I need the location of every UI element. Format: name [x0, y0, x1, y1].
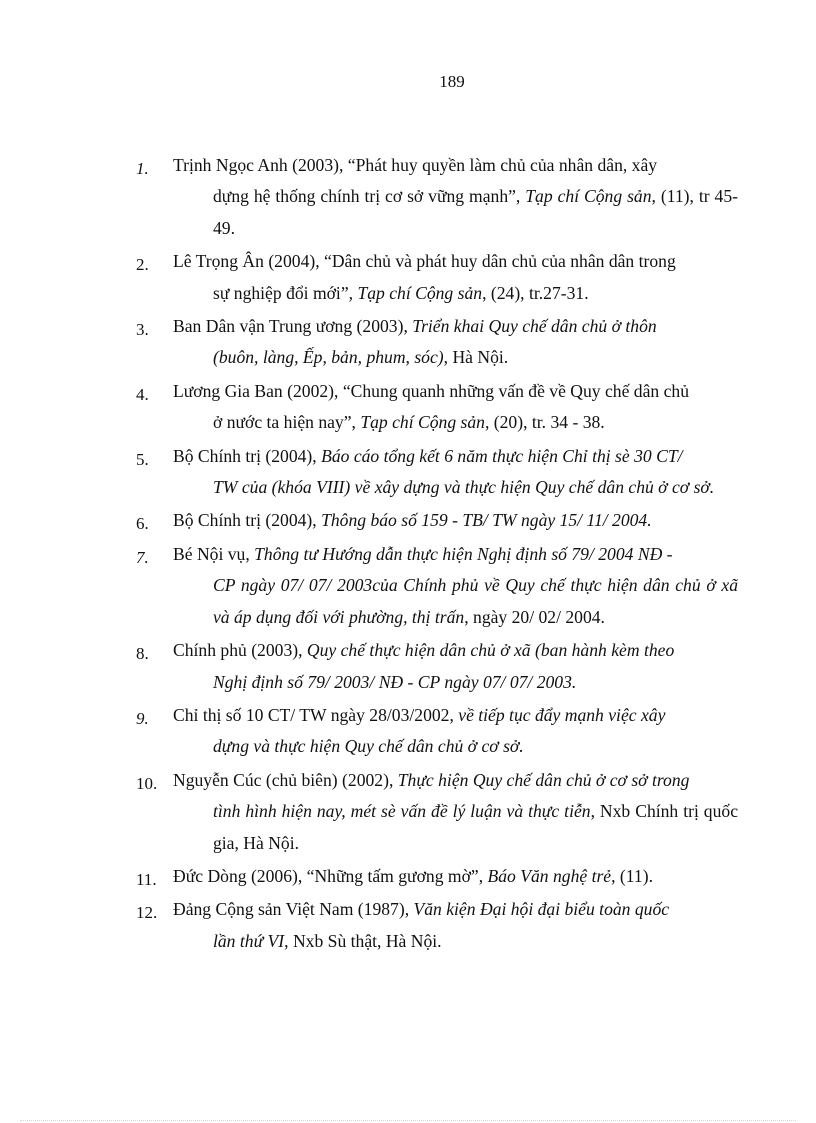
reference-continuation [173, 570, 738, 633]
reference-number: 1. [136, 159, 149, 178]
reference-number: 3. [136, 320, 149, 340]
reference-number: 9. [136, 708, 149, 728]
reference-item [0, 765, 738, 859]
reference-number: 6. [136, 514, 149, 534]
reference-number: 2. [136, 255, 149, 275]
reference-text-segment: Đảng Cộng sản Việt Nam (1987), [173, 899, 414, 920]
reference-first-line [173, 635, 738, 666]
reference-text-segment: Bé Nội vụ, [173, 543, 255, 564]
reference-continuation [173, 926, 738, 957]
reference-text-segment: Đức Dòng (2006), “Những tấm gương mờ”, [173, 865, 488, 886]
reference-first-line [173, 311, 738, 342]
reference-text-segment: , ngày 20/ 02/ 2004. [464, 606, 605, 627]
reference-first-line [173, 539, 738, 570]
reference-first-line [173, 441, 738, 472]
reference-text-segment: Bộ Chính trị (2004), [173, 445, 322, 466]
reference-text-segment: sự nghiệp đổi mới” [213, 282, 349, 303]
reference-title-segment: CP ngày 07/ 07/ 2003của Chính phủ về Quy chế thực hiện dân chủ ở xã và áp dụng đối với phường, thị trấn [213, 575, 738, 627]
reference-title-segment: Triển khai Quy chế dân chủ ở thôn [412, 316, 657, 337]
reference-text-segment: , Nxb Chính trị quốc gia, Hà Nội. [213, 801, 738, 853]
reference-number: 10. [136, 773, 158, 793]
reference-text-segment: ở nước ta hiện nay”, [213, 412, 361, 433]
reference-item [0, 441, 738, 504]
reference-first-line [173, 894, 738, 925]
reference-number: 7. [136, 547, 149, 567]
reference-text-segment: Lê Trọng Ân (2004), “Dân chủ và phát huy dân chủ của nhân dân trong [173, 251, 676, 272]
reference-text-segment: , (11), tr 45-49. [213, 186, 739, 238]
page-number: 189 [439, 72, 465, 91]
reference-text-segment: , Nxb Sù thật, Hà Nội. [284, 930, 442, 951]
reference-text-segment: Chỉ thị số 10 CT/ TW ngày 28/03/2002, [173, 704, 459, 725]
reference-number: 12. [136, 903, 158, 923]
reference-continuation [173, 731, 738, 762]
reference-first-line [173, 246, 738, 277]
reference-number: 5. [136, 449, 149, 469]
reference-title-segment: , Tạp chí Cộng sản [348, 282, 483, 303]
reference-item [0, 894, 738, 957]
reference-title-segment: lần thứ VI [213, 930, 285, 951]
reference-text-segment: Bộ Chính trị (2004), [173, 510, 322, 531]
reference-item [0, 505, 738, 536]
reference-title-segment: Báo cáo tổng kết 6 năm thực hiện Chỉ thị sè 30 CT/ [321, 445, 683, 466]
reference-title-segment: Thực hiện Quy chế dân chủ ở cơ sở trong [397, 769, 690, 790]
reference-title-segment: Tạp chí Cộng sản [360, 412, 485, 433]
reference-text-segment: Chính phủ (2003), [173, 640, 307, 661]
reference-number: 4. [136, 384, 149, 404]
reference-first-line [173, 765, 738, 796]
reference-item [0, 311, 738, 374]
reference-continuation [173, 278, 738, 309]
reference-title-segment: Nghị định số 79/ 2003/ NĐ - CP ngày 07/ 07/ 2003. [213, 671, 577, 692]
reference-continuation [173, 472, 738, 503]
reference-title-segment: Văn kiện Đại hội đại biểu toàn quốc [413, 899, 670, 920]
reference-continuation [173, 407, 738, 438]
reference-continuation [173, 796, 738, 859]
reference-title-segment: TW của (khóa VIII) về xây dựng và thực hiện Quy chế dân chủ ở cơ sở. [213, 477, 715, 498]
reference-first-line [173, 700, 738, 731]
reference-title-segment: Thông báo số 159 - TB/ TW ngày 15/ 11/ 2004. [321, 510, 652, 531]
reference-text-segment: , Hà Nội. [443, 347, 509, 368]
reference-text-segment: , (20), tr. 34 - 38. [484, 412, 605, 433]
reference-title-segment: Quy chế thực hiện dân chủ ở xã (ban hành kèm theo [306, 640, 675, 661]
reference-first-line [173, 505, 738, 536]
reference-continuation [173, 181, 738, 244]
reference-title-segment: (buôn, làng, Ếp, bản, phum, sóc) [213, 347, 444, 368]
reference-first-line [173, 861, 738, 892]
reference-continuation [173, 342, 738, 373]
reference-list [0, 150, 816, 959]
reference-item [0, 376, 738, 439]
reference-text-segment: Ban Dân vận Trung ương (2003), [173, 316, 413, 337]
reference-first-line [173, 150, 738, 181]
reference-item [0, 246, 738, 309]
page-bottom-rule [20, 1120, 796, 1121]
reference-text-segment: dựng hệ thống chính trị cơ sở vững mạnh”, [213, 186, 526, 207]
reference-item [0, 539, 738, 633]
reference-title-segment: tình hình hiện nay, mét sè vấn đề lý luận và thực tiễn [213, 801, 591, 822]
reference-first-line [173, 376, 738, 407]
reference-item [0, 635, 738, 698]
reference-text-segment: , (24), tr.27-31. [482, 282, 589, 303]
reference-title-segment: Báo Văn nghệ trẻ [487, 865, 612, 886]
reference-title-segment: Tạp chí Cộng sản [525, 186, 652, 207]
reference-text-segment: Lương Gia Ban (2002), “Chung quanh những vấn đề về Quy chế dân chủ [173, 380, 689, 401]
reference-title-segment: về tiếp tục đẩy mạnh việc xây [458, 704, 666, 725]
reference-text-segment: Nguyễn Cúc (chủ biên) (2002), [173, 769, 398, 790]
reference-continuation [173, 667, 738, 698]
reference-text-segment: , (11). [611, 865, 653, 886]
reference-item [0, 150, 738, 244]
reference-title-segment: Thông tư Hướng dẫn thực hiện Nghị định số 79/ 2004 NĐ - [254, 543, 673, 564]
reference-item [0, 700, 738, 763]
reference-number: 11. [136, 869, 157, 889]
reference-text-segment: Trịnh Ngọc Anh (2003), “Phát huy quyền làm chủ của nhân dân, xây [173, 155, 658, 175]
reference-number: 8. [136, 644, 149, 664]
reference-title-segment: dựng và thực hiện Quy chế dân chủ ở cơ sở. [213, 736, 524, 757]
reference-item [0, 861, 738, 892]
